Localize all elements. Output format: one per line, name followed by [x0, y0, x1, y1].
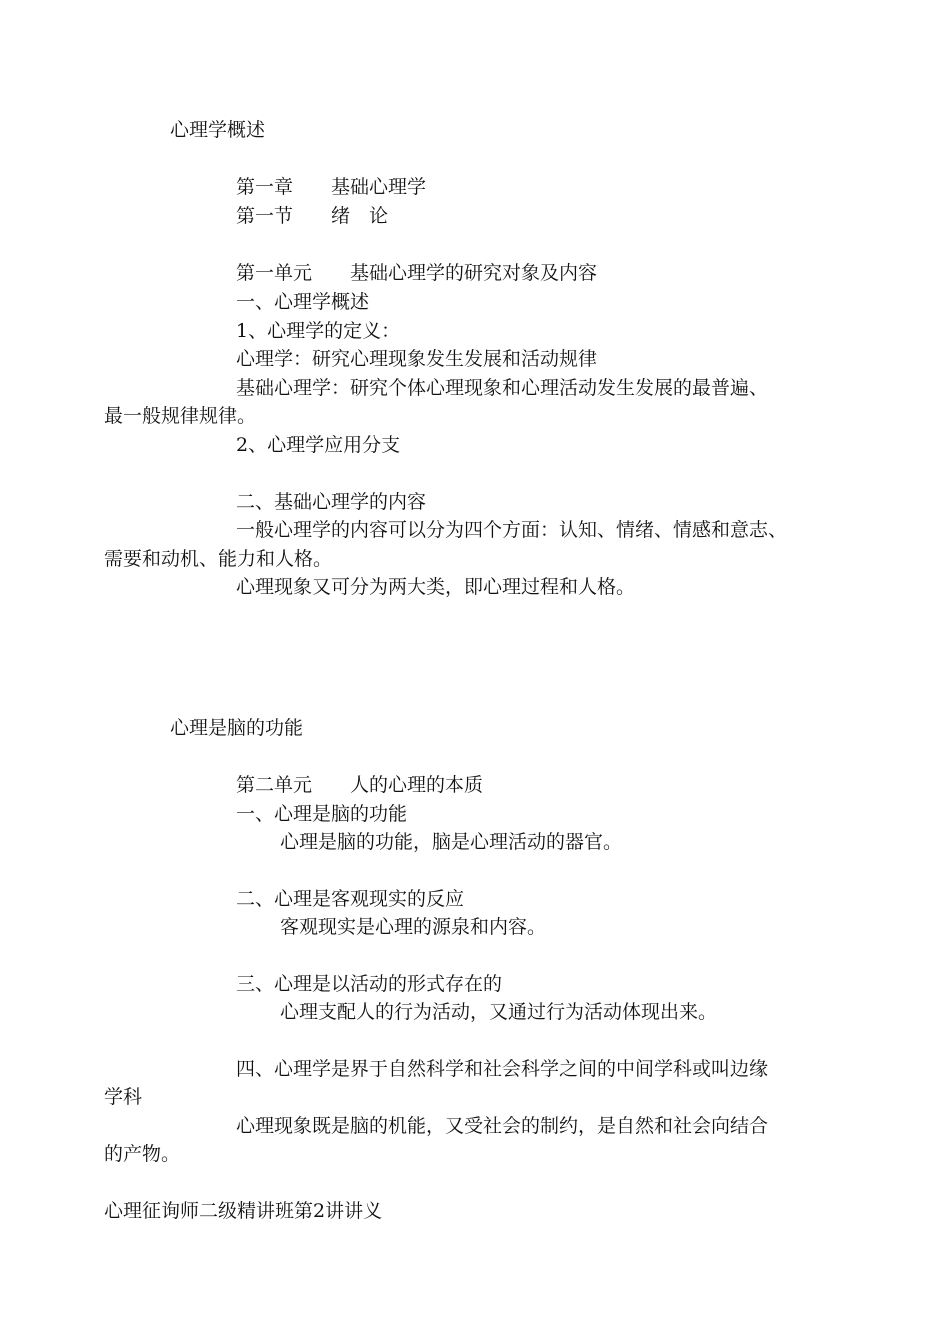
- content-paragraph-line1: 一般心理学的内容可以分为四个方面：认知、情绪、情感和意志、: [236, 519, 788, 541]
- content-paragraph-line3: 心理现象又可分为两大类，即心理过程和人格。: [236, 576, 636, 598]
- content-paragraph-line2: 需要和动机、能力和人格。: [104, 548, 333, 570]
- point-2-title: 二、心理是客观现实的反应: [236, 888, 465, 910]
- section-title: 第一节 绪 论: [236, 205, 389, 227]
- point-2-body: 客观现实是心理的源泉和内容。: [280, 916, 547, 938]
- lecture-title: 心理征询师二级精讲班第2讲讲义: [104, 1200, 383, 1222]
- point-1-title: 一、心理是脑的功能: [236, 803, 408, 825]
- point-4-body-line1: 心理现象既是脑的机能，又受社会的制约，是自然和社会向结合: [236, 1115, 769, 1137]
- chapter-title: 第一章 基础心理学: [236, 176, 427, 198]
- item-2-heading: 二、基础心理学的内容: [236, 491, 427, 513]
- unit-1-title: 第一单元 基础心理学的研究对象及内容: [236, 262, 598, 284]
- unit-2-title: 第二单元 人的心理的本质: [236, 774, 484, 796]
- item-1-heading: 一、心理学概述: [236, 291, 370, 313]
- item-1-2-heading: 2、心理学应用分支: [236, 434, 401, 456]
- definition-basic-psychology-line2: 最一般规律规律。: [104, 405, 257, 427]
- section-heading-overview: 心理学概述: [170, 119, 266, 141]
- point-4-body-line2: 的产物。: [104, 1143, 181, 1165]
- definition-psychology: 心理学：研究心理现象发生发展和活动规律: [236, 348, 598, 370]
- point-4-title-line1: 四、心理学是界于自然科学和社会科学之间的中间学科或叫边缘: [236, 1058, 769, 1080]
- item-1-1-heading: 1、心理学的定义：: [236, 320, 401, 342]
- definition-basic-psychology-line1: 基础心理学：研究个体心理现象和心理活动发生发展的最普遍、: [236, 377, 769, 399]
- point-3-body: 心理支配人的行为活动，又通过行为活动体现出来。: [280, 1001, 718, 1023]
- point-1-body: 心理是脑的功能，脑是心理活动的器官。: [280, 831, 623, 853]
- section-heading-brain-function: 心理是脑的功能: [170, 717, 304, 739]
- point-3-title: 三、心理是以活动的形式存在的: [236, 973, 503, 995]
- point-4-title-line2: 学科: [104, 1086, 143, 1108]
